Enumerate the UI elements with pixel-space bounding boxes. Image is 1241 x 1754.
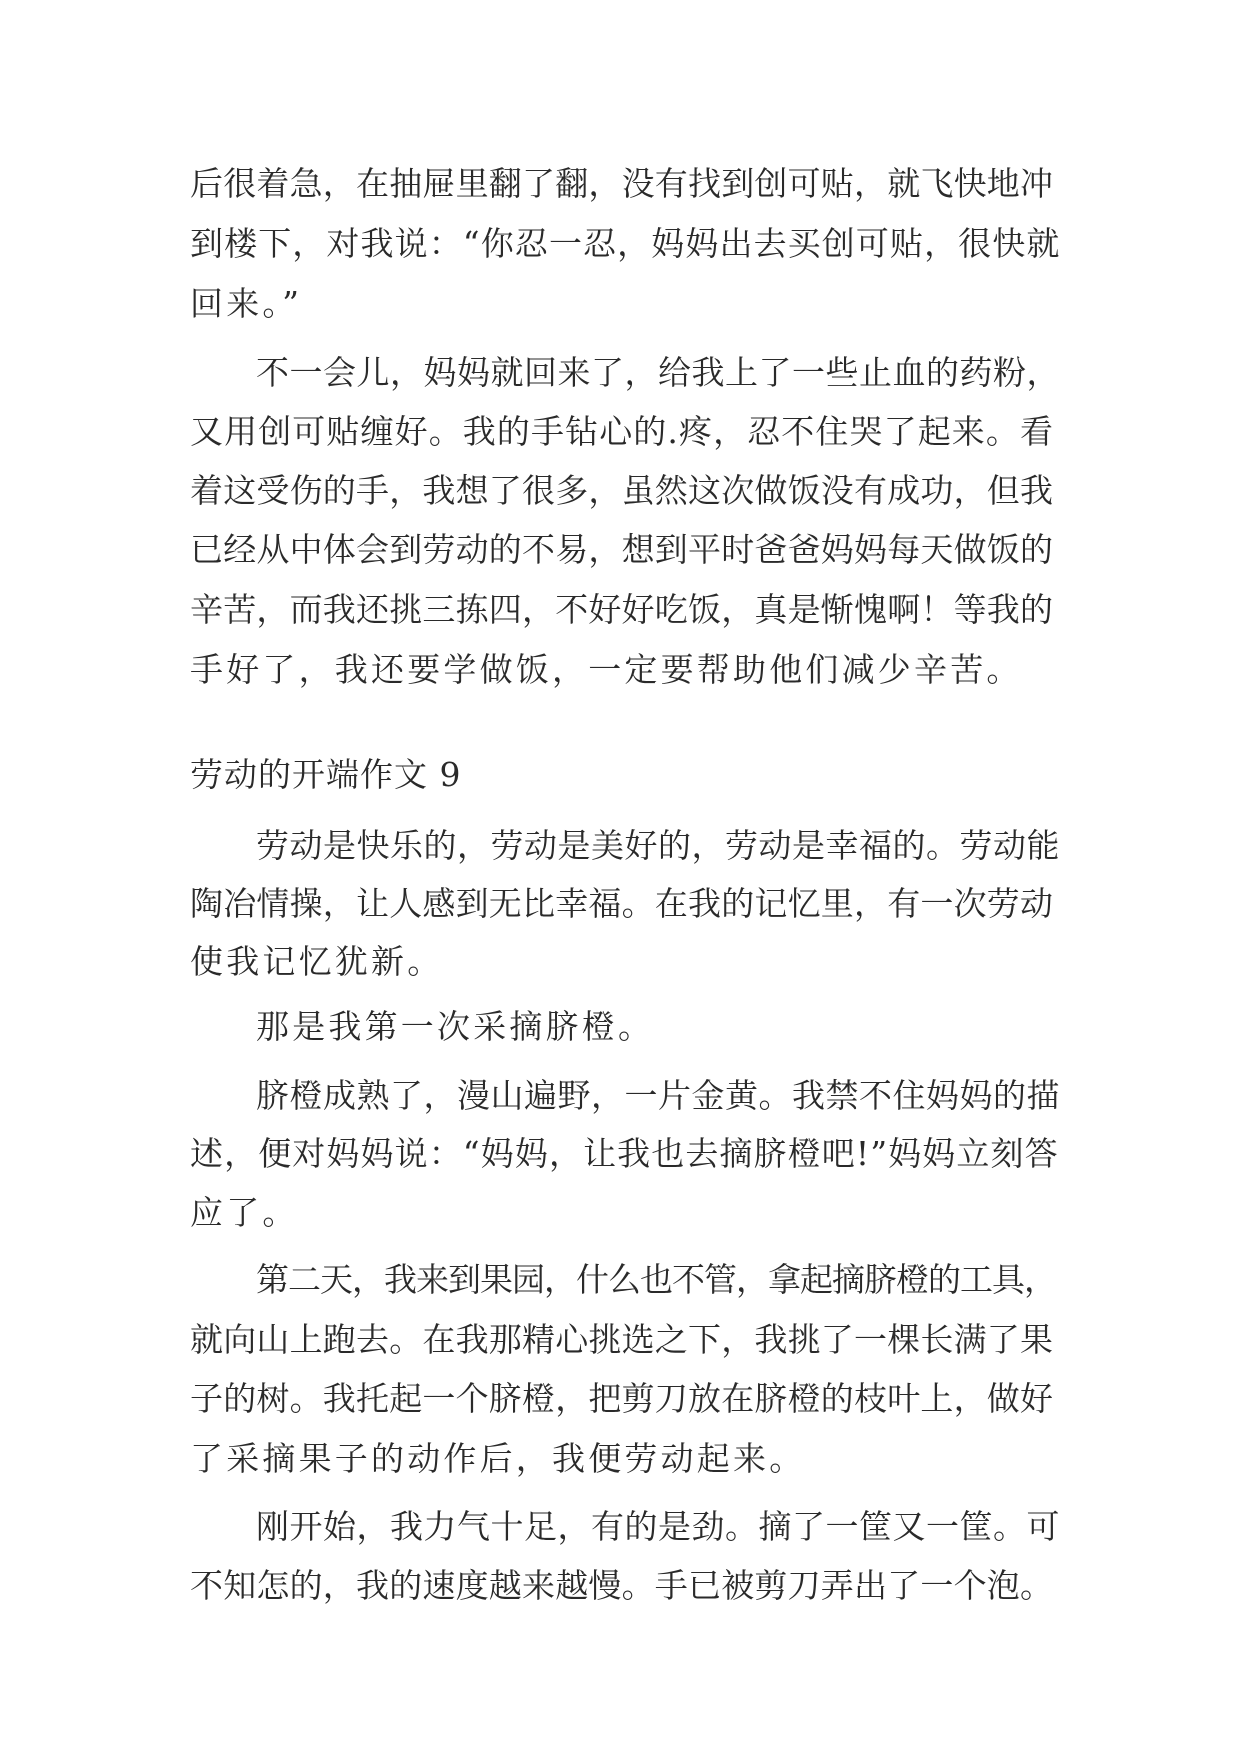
- text-line: 陶冶情操，让人感到无比幸福。在我的记忆里，有一次劳动: [190, 884, 1054, 923]
- text-line: 已经从中体会到劳动的不易，想到平时爸爸妈妈每天做饭的: [190, 530, 1054, 569]
- text-line: 到楼下，对我说：“你忍一忍，妈妈出去买创可贴，很快就: [190, 224, 1061, 263]
- section-heading: 劳动的开端作文 9: [190, 755, 462, 794]
- text-line: 脐橙成熟了，漫山遍野，一片金黄。我禁不住妈妈的描: [256, 1076, 1060, 1115]
- text-line: 使我记忆犹新。: [190, 942, 444, 981]
- text-line: 回来。”: [190, 284, 303, 323]
- text-line: 刚开始，我力气十足，有的是劲。摘了一筐又一筐。可: [256, 1507, 1060, 1546]
- text-line: 述，便对妈妈说：“妈妈，让我也去摘脐橙吧!”妈妈立刻答: [190, 1134, 1059, 1173]
- text-line: 辛苦，而我还挑三拣四，不好好吃饭，真是惭愧啊！等我的: [190, 590, 1054, 629]
- text-line: 不知怎的，我的速度越来越慢。手已被剪刀弄出了一个泡。: [190, 1566, 1054, 1605]
- text-line: 应了。: [190, 1193, 299, 1232]
- text-line: 就向山上跑去。在我那精心挑选之下，我挑了一棵长满了果: [190, 1320, 1054, 1359]
- text-line: 又用创可贴缠好。我的手钻心的.疼，忍不住哭了起来。看: [190, 412, 1055, 451]
- text-line: 手好了，我还要学做饭，一定要帮助他们减少辛苦。: [190, 650, 1023, 689]
- text-line: 后很着急，在抽屉里翻了翻，没有找到创可贴，就飞快地冲: [190, 164, 1054, 203]
- text-line: 不一会儿，妈妈就回来了，给我上了一些止血的药粉，: [256, 353, 1060, 392]
- text-line: 了采摘果子的动作后，我便劳动起来。: [190, 1439, 806, 1478]
- text-line: 第二天，我来到果园，什么也不管，拿起摘脐橙的工具，: [256, 1260, 1056, 1299]
- text-line: 子的树。我托起一个脐橙，把剪刀放在脐橙的枝叶上，做好: [190, 1379, 1054, 1418]
- text-line: 劳动是快乐的，劳动是美好的，劳动是幸福的。劳动能: [256, 826, 1060, 865]
- text-line: 那是我第一次采摘脐橙。: [256, 1007, 655, 1046]
- text-line: 着这受伤的手，我想了很多，虽然这次做饭没有成功，但我: [190, 471, 1054, 510]
